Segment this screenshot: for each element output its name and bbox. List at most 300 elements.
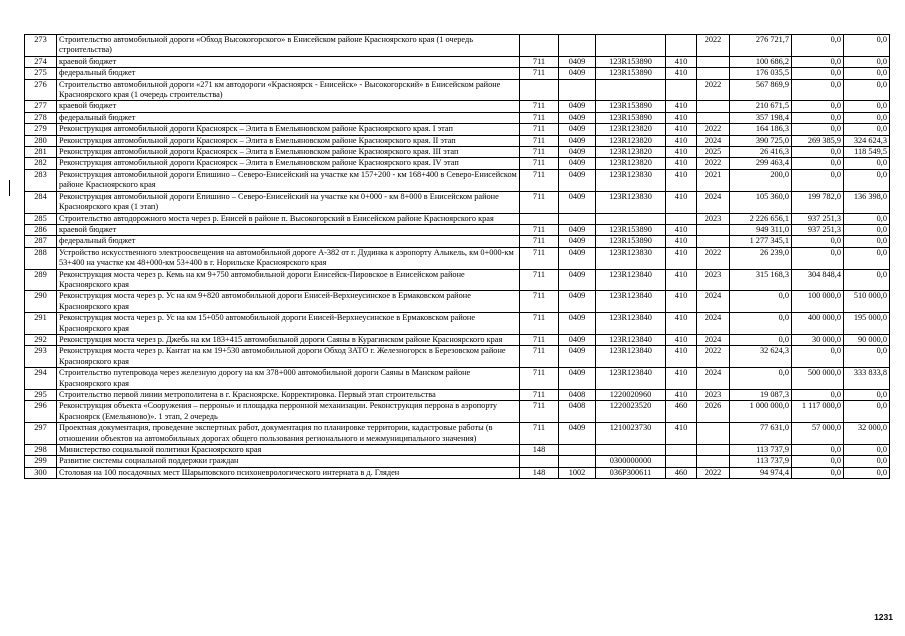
row-target-article: 123R123840 xyxy=(596,334,666,345)
row-section-code: 0409 xyxy=(559,68,596,79)
row-amount-1: 2 226 656,1 xyxy=(730,213,792,224)
row-number: 295 xyxy=(25,390,57,401)
row-target-article xyxy=(596,445,666,456)
row-amount-2: 400 000,0 xyxy=(792,313,844,335)
row-target-article: 123R123840 xyxy=(596,346,666,368)
row-name: федеральный бюджет xyxy=(57,236,520,247)
row-expense-type: 410 xyxy=(666,236,697,247)
row-number: 293 xyxy=(25,346,57,368)
row-target-article: 123R123820 xyxy=(596,158,666,169)
row-target-article xyxy=(596,79,666,101)
table-row xyxy=(25,169,890,191)
row-section-code: 0409 xyxy=(559,147,596,158)
row-amount-1: 299 463,4 xyxy=(730,158,792,169)
row-amount-1: 176 035,5 xyxy=(730,68,792,79)
row-amount-2: 0,0 xyxy=(792,390,844,401)
row-amount-1: 210 671,5 xyxy=(730,101,792,112)
row-year: 2022 xyxy=(697,79,730,101)
table-row xyxy=(25,147,890,158)
row-target-article: 123R153890 xyxy=(596,68,666,79)
row-target-article: 123R123840 xyxy=(596,291,666,313)
row-amount-3: 333 833,8 xyxy=(844,368,890,390)
row-section-code: 0409 xyxy=(559,334,596,345)
row-name: Реконструкция моста через р. Джебь на км 183+415 автомобильной дороги Саяны в Курагинском районе Красноярского края xyxy=(57,334,520,345)
row-amount-1: 1 277 345,1 xyxy=(730,236,792,247)
row-year xyxy=(697,56,730,67)
row-year xyxy=(697,224,730,235)
row-amount-1: 0,0 xyxy=(730,291,792,313)
row-admin-code: 711 xyxy=(520,269,559,291)
row-name: федеральный бюджет xyxy=(57,112,520,123)
row-expense-type: 410 xyxy=(666,269,697,291)
row-amount-3: 32 000,0 xyxy=(844,423,890,445)
table-row xyxy=(25,236,890,247)
row-admin-code: 711 xyxy=(520,291,559,313)
row-section-code: 0409 xyxy=(559,101,596,112)
row-amount-3: 0,0 xyxy=(844,213,890,224)
row-section-code xyxy=(559,213,596,224)
row-year xyxy=(697,445,730,456)
table-row xyxy=(25,124,890,135)
row-name: Реконструкция моста через р. Кантат на км 19+530 автомобильной дороги Обход ЗАТО г. Железногорск в Березовском районе Красноярского края xyxy=(57,346,520,368)
row-admin-code: 711 xyxy=(520,101,559,112)
row-section-code: 0409 xyxy=(559,291,596,313)
row-amount-3: 0,0 xyxy=(844,236,890,247)
row-name: Строительство автодорожного моста через р. Енисей в районе п. Высокогорский в Енисейском районе Красноярского края xyxy=(57,213,520,224)
row-amount-2: 269 385,9 xyxy=(792,135,844,146)
row-admin-code: 711 xyxy=(520,313,559,335)
row-name: федеральный бюджет xyxy=(57,68,520,79)
row-number: 298 xyxy=(25,445,57,456)
row-year: 2022 xyxy=(697,467,730,478)
row-expense-type: 410 xyxy=(666,158,697,169)
table-row xyxy=(25,191,890,213)
row-amount-2: 199 782,0 xyxy=(792,191,844,213)
row-section-code: 1002 xyxy=(559,467,596,478)
row-number: 297 xyxy=(25,423,57,445)
row-number: 279 xyxy=(25,124,57,135)
row-expense-type xyxy=(666,456,697,467)
row-name: Реконструкция моста через р. Ус на км 15+050 автомобильной дороги Енисей-Верхнеусинское в Ермаковском районе Красноярского края xyxy=(57,313,520,335)
row-expense-type: 410 xyxy=(666,313,697,335)
table-row xyxy=(25,445,890,456)
row-amount-2: 0,0 xyxy=(792,56,844,67)
table-row xyxy=(25,346,890,368)
row-target-article: 1220023520 xyxy=(596,401,666,423)
table-row xyxy=(25,56,890,67)
row-amount-1: 567 869,9 xyxy=(730,79,792,101)
row-number: 288 xyxy=(25,247,57,269)
row-amount-3: 118 549,5 xyxy=(844,147,890,158)
row-target-article: 123R123830 xyxy=(596,247,666,269)
row-amount-3: 0,0 xyxy=(844,169,890,191)
row-admin-code: 711 xyxy=(520,191,559,213)
row-name: Министерство социальной политики Красноярского края xyxy=(57,445,520,456)
row-name: Устройство искусственного электроосвещения на автомобильной дороге А-382 от г. Дудинка к аэропорту Алыкель, км 0+000-км 53+400 на участке км 48+000-км 53+400 в г. Норильске Красноярского края xyxy=(57,247,520,269)
row-section-code: 0409 xyxy=(559,158,596,169)
row-amount-2: 937 251,3 xyxy=(792,213,844,224)
row-admin-code: 711 xyxy=(520,56,559,67)
row-amount-1: 0,0 xyxy=(730,368,792,390)
row-admin-code: 711 xyxy=(520,224,559,235)
row-section-code: 0409 xyxy=(559,135,596,146)
row-amount-3: 0,0 xyxy=(844,467,890,478)
row-number: 283 xyxy=(25,169,57,191)
row-year: 2023 xyxy=(697,269,730,291)
budget-table xyxy=(24,34,890,479)
row-number: 285 xyxy=(25,213,57,224)
table-row xyxy=(25,224,890,235)
row-section-code: 0409 xyxy=(559,247,596,269)
row-amount-2: 0,0 xyxy=(792,346,844,368)
row-amount-3: 90 000,0 xyxy=(844,334,890,345)
table-row xyxy=(25,423,890,445)
row-expense-type: 410 xyxy=(666,68,697,79)
row-amount-2: 100 000,0 xyxy=(792,291,844,313)
row-expense-type: 410 xyxy=(666,169,697,191)
row-number: 290 xyxy=(25,291,57,313)
row-section-code xyxy=(559,79,596,101)
table-row xyxy=(25,334,890,345)
row-name: Реконструкция автомобильной дороги Красноярск – Элита в Емельяновском районе Красноярского края. IV этап xyxy=(57,158,520,169)
table-row xyxy=(25,456,890,467)
row-expense-type: 410 xyxy=(666,101,697,112)
row-amount-1: 1 000 000,0 xyxy=(730,401,792,423)
row-name: Строительство путепровода через железную дорогу на км 378+000 автомобильной дороги Саяны в Манском районе Красноярского края xyxy=(57,368,520,390)
row-expense-type xyxy=(666,79,697,101)
row-year: 2024 xyxy=(697,368,730,390)
row-name: Строительство первой линии метрополитена в г. Красноярске. Корректировка. Первый этап строительства xyxy=(57,390,520,401)
row-year xyxy=(697,236,730,247)
row-amount-3: 136 398,0 xyxy=(844,191,890,213)
row-amount-3: 195 000,0 xyxy=(844,313,890,335)
row-target-article: 123R123840 xyxy=(596,313,666,335)
row-name: Реконструкция автомобильной дороги Епишино – Северо-Енисейский на участке км 157+200 - км 168+400 в Северо-Енисейском районе Красноярского края xyxy=(57,169,520,191)
row-target-article: 123R153890 xyxy=(596,56,666,67)
row-amount-1: 113 737,9 xyxy=(730,445,792,456)
row-year xyxy=(697,456,730,467)
row-target-article: 123R153890 xyxy=(596,224,666,235)
row-expense-type xyxy=(666,35,697,57)
row-section-code xyxy=(559,35,596,57)
row-amount-2: 500 000,0 xyxy=(792,368,844,390)
row-number: 292 xyxy=(25,334,57,345)
row-name: Реконструкция автомобильной дороги Епишино – Северо-Енисейский на участке км 0+000 - км 8+000 в Енисейском районе Красноярского края (1 этап) xyxy=(57,191,520,213)
row-amount-1: 19 087,3 xyxy=(730,390,792,401)
row-amount-1: 200,0 xyxy=(730,169,792,191)
table-body xyxy=(25,35,890,479)
row-expense-type: 410 xyxy=(666,124,697,135)
table-row xyxy=(25,313,890,335)
row-number: 280 xyxy=(25,135,57,146)
row-amount-2: 0,0 xyxy=(792,112,844,123)
row-name: Реконструкция автомобильной дороги Красноярск – Элита в Емельяновском районе Красноярского края. III этап xyxy=(57,147,520,158)
row-admin-code: 711 xyxy=(520,346,559,368)
row-name: Строительство автомобильной дороги «271 км автодороги «Красноярск - Енисейск» - Высокогорский» в Енисейском районе Красноярского края (1 очередь строительства) xyxy=(57,79,520,101)
table-row xyxy=(25,213,890,224)
row-section-code xyxy=(559,456,596,467)
row-admin-code: 711 xyxy=(520,169,559,191)
row-amount-3: 0,0 xyxy=(844,68,890,79)
row-amount-2: 0,0 xyxy=(792,101,844,112)
row-year: 2023 xyxy=(697,390,730,401)
row-target-article: 036P300611 xyxy=(596,467,666,478)
row-amount-2: 30 000,0 xyxy=(792,334,844,345)
row-year: 2024 xyxy=(697,334,730,345)
row-admin-code: 711 xyxy=(520,112,559,123)
row-amount-2: 57 000,0 xyxy=(792,423,844,445)
row-target-article: 123R123840 xyxy=(596,368,666,390)
row-section-code: 0409 xyxy=(559,224,596,235)
row-number: 289 xyxy=(25,269,57,291)
row-amount-2: 0,0 xyxy=(792,247,844,269)
row-target-article: 1210023730 xyxy=(596,423,666,445)
row-year: 2022 xyxy=(697,247,730,269)
row-number: 294 xyxy=(25,368,57,390)
row-admin-code: 711 xyxy=(520,124,559,135)
row-admin-code: 148 xyxy=(520,445,559,456)
row-amount-1: 315 168,3 xyxy=(730,269,792,291)
row-number: 287 xyxy=(25,236,57,247)
row-amount-1: 357 198,4 xyxy=(730,112,792,123)
row-section-code xyxy=(559,445,596,456)
row-expense-type: 410 xyxy=(666,423,697,445)
row-target-article xyxy=(596,213,666,224)
row-year: 2024 xyxy=(697,191,730,213)
table-row xyxy=(25,158,890,169)
table-row xyxy=(25,401,890,423)
table-row xyxy=(25,68,890,79)
row-amount-3: 0,0 xyxy=(844,101,890,112)
row-expense-type: 410 xyxy=(666,247,697,269)
row-target-article: 123R153890 xyxy=(596,101,666,112)
row-number: 274 xyxy=(25,56,57,67)
row-expense-type: 410 xyxy=(666,390,697,401)
row-number: 275 xyxy=(25,68,57,79)
row-name: Строительство автомобильной дороги «Обход Высокогорского» в Енисейском районе Красноярского края (1 очередь строительства) xyxy=(57,35,520,57)
row-amount-2: 0,0 xyxy=(792,467,844,478)
row-year: 2022 xyxy=(697,124,730,135)
row-expense-type xyxy=(666,445,697,456)
row-number: 296 xyxy=(25,401,57,423)
row-admin-code: 711 xyxy=(520,135,559,146)
row-number: 291 xyxy=(25,313,57,335)
row-amount-3: 0,0 xyxy=(844,269,890,291)
row-year: 2022 xyxy=(697,158,730,169)
row-target-article: 123R123820 xyxy=(596,124,666,135)
row-section-code: 0409 xyxy=(559,169,596,191)
row-amount-2: 0,0 xyxy=(792,124,844,135)
row-year xyxy=(697,68,730,79)
row-section-code: 0409 xyxy=(559,56,596,67)
row-year xyxy=(697,112,730,123)
table-row xyxy=(25,269,890,291)
row-section-code: 0409 xyxy=(559,112,596,123)
row-amount-1: 26 416,3 xyxy=(730,147,792,158)
row-target-article: 123R123820 xyxy=(596,135,666,146)
row-amount-3: 0,0 xyxy=(844,158,890,169)
table-row xyxy=(25,291,890,313)
row-amount-3: 0,0 xyxy=(844,401,890,423)
row-amount-2: 0,0 xyxy=(792,169,844,191)
row-expense-type xyxy=(666,213,697,224)
row-target-article: 123R123830 xyxy=(596,191,666,213)
row-amount-3: 510 000,0 xyxy=(844,291,890,313)
row-amount-2: 937 251,3 xyxy=(792,224,844,235)
row-amount-2: 304 848,4 xyxy=(792,269,844,291)
row-number: 300 xyxy=(25,467,57,478)
row-expense-type: 410 xyxy=(666,56,697,67)
row-section-code: 0409 xyxy=(559,124,596,135)
row-section-code: 0409 xyxy=(559,313,596,335)
row-admin-code: 711 xyxy=(520,236,559,247)
row-amount-3: 0,0 xyxy=(844,112,890,123)
row-admin-code: 711 xyxy=(520,390,559,401)
row-expense-type: 410 xyxy=(666,147,697,158)
row-target-article xyxy=(596,35,666,57)
table-row xyxy=(25,247,890,269)
row-name: Реконструкция моста через р. Кемь на км 9+750 автомобильной дороги Енисейск-Пировское в Енисейском районе Красноярского края xyxy=(57,269,520,291)
row-amount-2: 0,0 xyxy=(792,158,844,169)
row-expense-type: 410 xyxy=(666,112,697,123)
row-name: краевой бюджет xyxy=(57,224,520,235)
row-year: 2026 xyxy=(697,401,730,423)
row-year: 2024 xyxy=(697,313,730,335)
row-expense-type: 410 xyxy=(666,334,697,345)
row-admin-code: 711 xyxy=(520,147,559,158)
row-admin-code: 711 xyxy=(520,158,559,169)
row-number: 281 xyxy=(25,147,57,158)
row-year: 2023 xyxy=(697,213,730,224)
row-admin-code xyxy=(520,35,559,57)
margin-mark xyxy=(9,180,10,196)
row-amount-3: 0,0 xyxy=(844,247,890,269)
row-amount-1: 949 311,0 xyxy=(730,224,792,235)
row-section-code: 0409 xyxy=(559,368,596,390)
row-amount-3: 0,0 xyxy=(844,56,890,67)
row-number: 273 xyxy=(25,35,57,57)
row-admin-code xyxy=(520,213,559,224)
row-amount-3: 0,0 xyxy=(844,35,890,57)
row-name: Реконструкция объекта «Сооружения – перроны» и площадка перронной механизации. Реконструкция перрона в аэропорту Красноярск (Емельяново)». 1 этап, 2 очередь xyxy=(57,401,520,423)
row-amount-1: 77 631,0 xyxy=(730,423,792,445)
row-amount-1: 26 239,0 xyxy=(730,247,792,269)
row-name: Реконструкция моста через р. Ус на км 9+820 автомобильной дороги Енисей-Верхнеусинское в Ермаковском районе Красноярского края xyxy=(57,291,520,313)
row-admin-code: 711 xyxy=(520,368,559,390)
row-amount-1: 0,0 xyxy=(730,313,792,335)
row-admin-code: 711 xyxy=(520,334,559,345)
row-name: Проектная документация, проведение экспертных работ, документация по планировке территории, кадастровые работы (в отношении объектов на автомобильных дорогах общего пользования регионального и межмуниципального значения) xyxy=(57,423,520,445)
row-admin-code: 148 xyxy=(520,467,559,478)
row-number: 276 xyxy=(25,79,57,101)
row-section-code: 0409 xyxy=(559,346,596,368)
table-row xyxy=(25,101,890,112)
row-amount-1: 276 721,7 xyxy=(730,35,792,57)
row-admin-code xyxy=(520,79,559,101)
row-year: 2024 xyxy=(697,291,730,313)
row-target-article: 1220020960 xyxy=(596,390,666,401)
row-amount-1: 100 686,2 xyxy=(730,56,792,67)
row-amount-3: 0,0 xyxy=(844,224,890,235)
row-admin-code: 711 xyxy=(520,401,559,423)
row-target-article: 123R153890 xyxy=(596,112,666,123)
row-year xyxy=(697,101,730,112)
row-expense-type: 460 xyxy=(666,467,697,478)
row-amount-1: 113 737,9 xyxy=(730,456,792,467)
row-expense-type: 460 xyxy=(666,401,697,423)
row-amount-3: 0,0 xyxy=(844,346,890,368)
row-year: 2021 xyxy=(697,169,730,191)
row-amount-1: 0,0 xyxy=(730,334,792,345)
row-amount-1: 164 186,3 xyxy=(730,124,792,135)
table-row xyxy=(25,112,890,123)
row-number: 284 xyxy=(25,191,57,213)
row-target-article: 123R123820 xyxy=(596,147,666,158)
row-admin-code: 711 xyxy=(520,247,559,269)
row-year: 2024 xyxy=(697,135,730,146)
row-name: Столовая на 100 посадочных мест Шарыповского психоневрологического интерната в д. Гляден xyxy=(57,467,520,478)
row-number: 286 xyxy=(25,224,57,235)
row-amount-3: 0,0 xyxy=(844,124,890,135)
table-row xyxy=(25,35,890,57)
row-amount-3: 324 624,3 xyxy=(844,135,890,146)
row-admin-code: 711 xyxy=(520,68,559,79)
row-name: краевой бюджет xyxy=(57,101,520,112)
row-section-code: 0408 xyxy=(559,401,596,423)
row-amount-2: 0,0 xyxy=(792,236,844,247)
row-section-code: 0409 xyxy=(559,191,596,213)
row-amount-3: 0,0 xyxy=(844,456,890,467)
row-name: краевой бюджет xyxy=(57,56,520,67)
row-name: Реконструкция автомобильной дороги Красноярск – Элита в Емельяновском районе Красноярского края. II этап xyxy=(57,135,520,146)
row-admin-code: 711 xyxy=(520,423,559,445)
row-expense-type: 410 xyxy=(666,224,697,235)
row-number: 299 xyxy=(25,456,57,467)
row-amount-1: 390 725,0 xyxy=(730,135,792,146)
page-number: 1231 xyxy=(874,612,893,622)
row-year xyxy=(697,423,730,445)
row-amount-2: 0,0 xyxy=(792,445,844,456)
row-number: 282 xyxy=(25,158,57,169)
row-section-code: 0409 xyxy=(559,423,596,445)
row-expense-type: 410 xyxy=(666,191,697,213)
row-number: 277 xyxy=(25,101,57,112)
row-section-code: 0409 xyxy=(559,269,596,291)
row-admin-code xyxy=(520,456,559,467)
table-row xyxy=(25,390,890,401)
row-amount-2: 0,0 xyxy=(792,456,844,467)
row-name: Реконструкция автомобильной дороги Красноярск – Элита в Емельяновском районе Красноярского края. I этап xyxy=(57,124,520,135)
table-row xyxy=(25,368,890,390)
row-amount-2: 0,0 xyxy=(792,68,844,79)
row-year: 2022 xyxy=(697,35,730,57)
row-number: 278 xyxy=(25,112,57,123)
row-amount-1: 105 360,0 xyxy=(730,191,792,213)
row-amount-1: 94 974,4 xyxy=(730,467,792,478)
row-name: Развитие системы социальной поддержки граждан xyxy=(57,456,520,467)
row-expense-type: 410 xyxy=(666,135,697,146)
table-row xyxy=(25,79,890,101)
table-row xyxy=(25,135,890,146)
row-amount-2: 1 117 000,0 xyxy=(792,401,844,423)
table-row xyxy=(25,467,890,478)
row-target-article: 123R123840 xyxy=(596,269,666,291)
row-amount-3: 0,0 xyxy=(844,445,890,456)
row-year: 2022 xyxy=(697,346,730,368)
row-expense-type: 410 xyxy=(666,346,697,368)
row-target-article: 0300000000 xyxy=(596,456,666,467)
row-amount-3: 0,0 xyxy=(844,79,890,101)
